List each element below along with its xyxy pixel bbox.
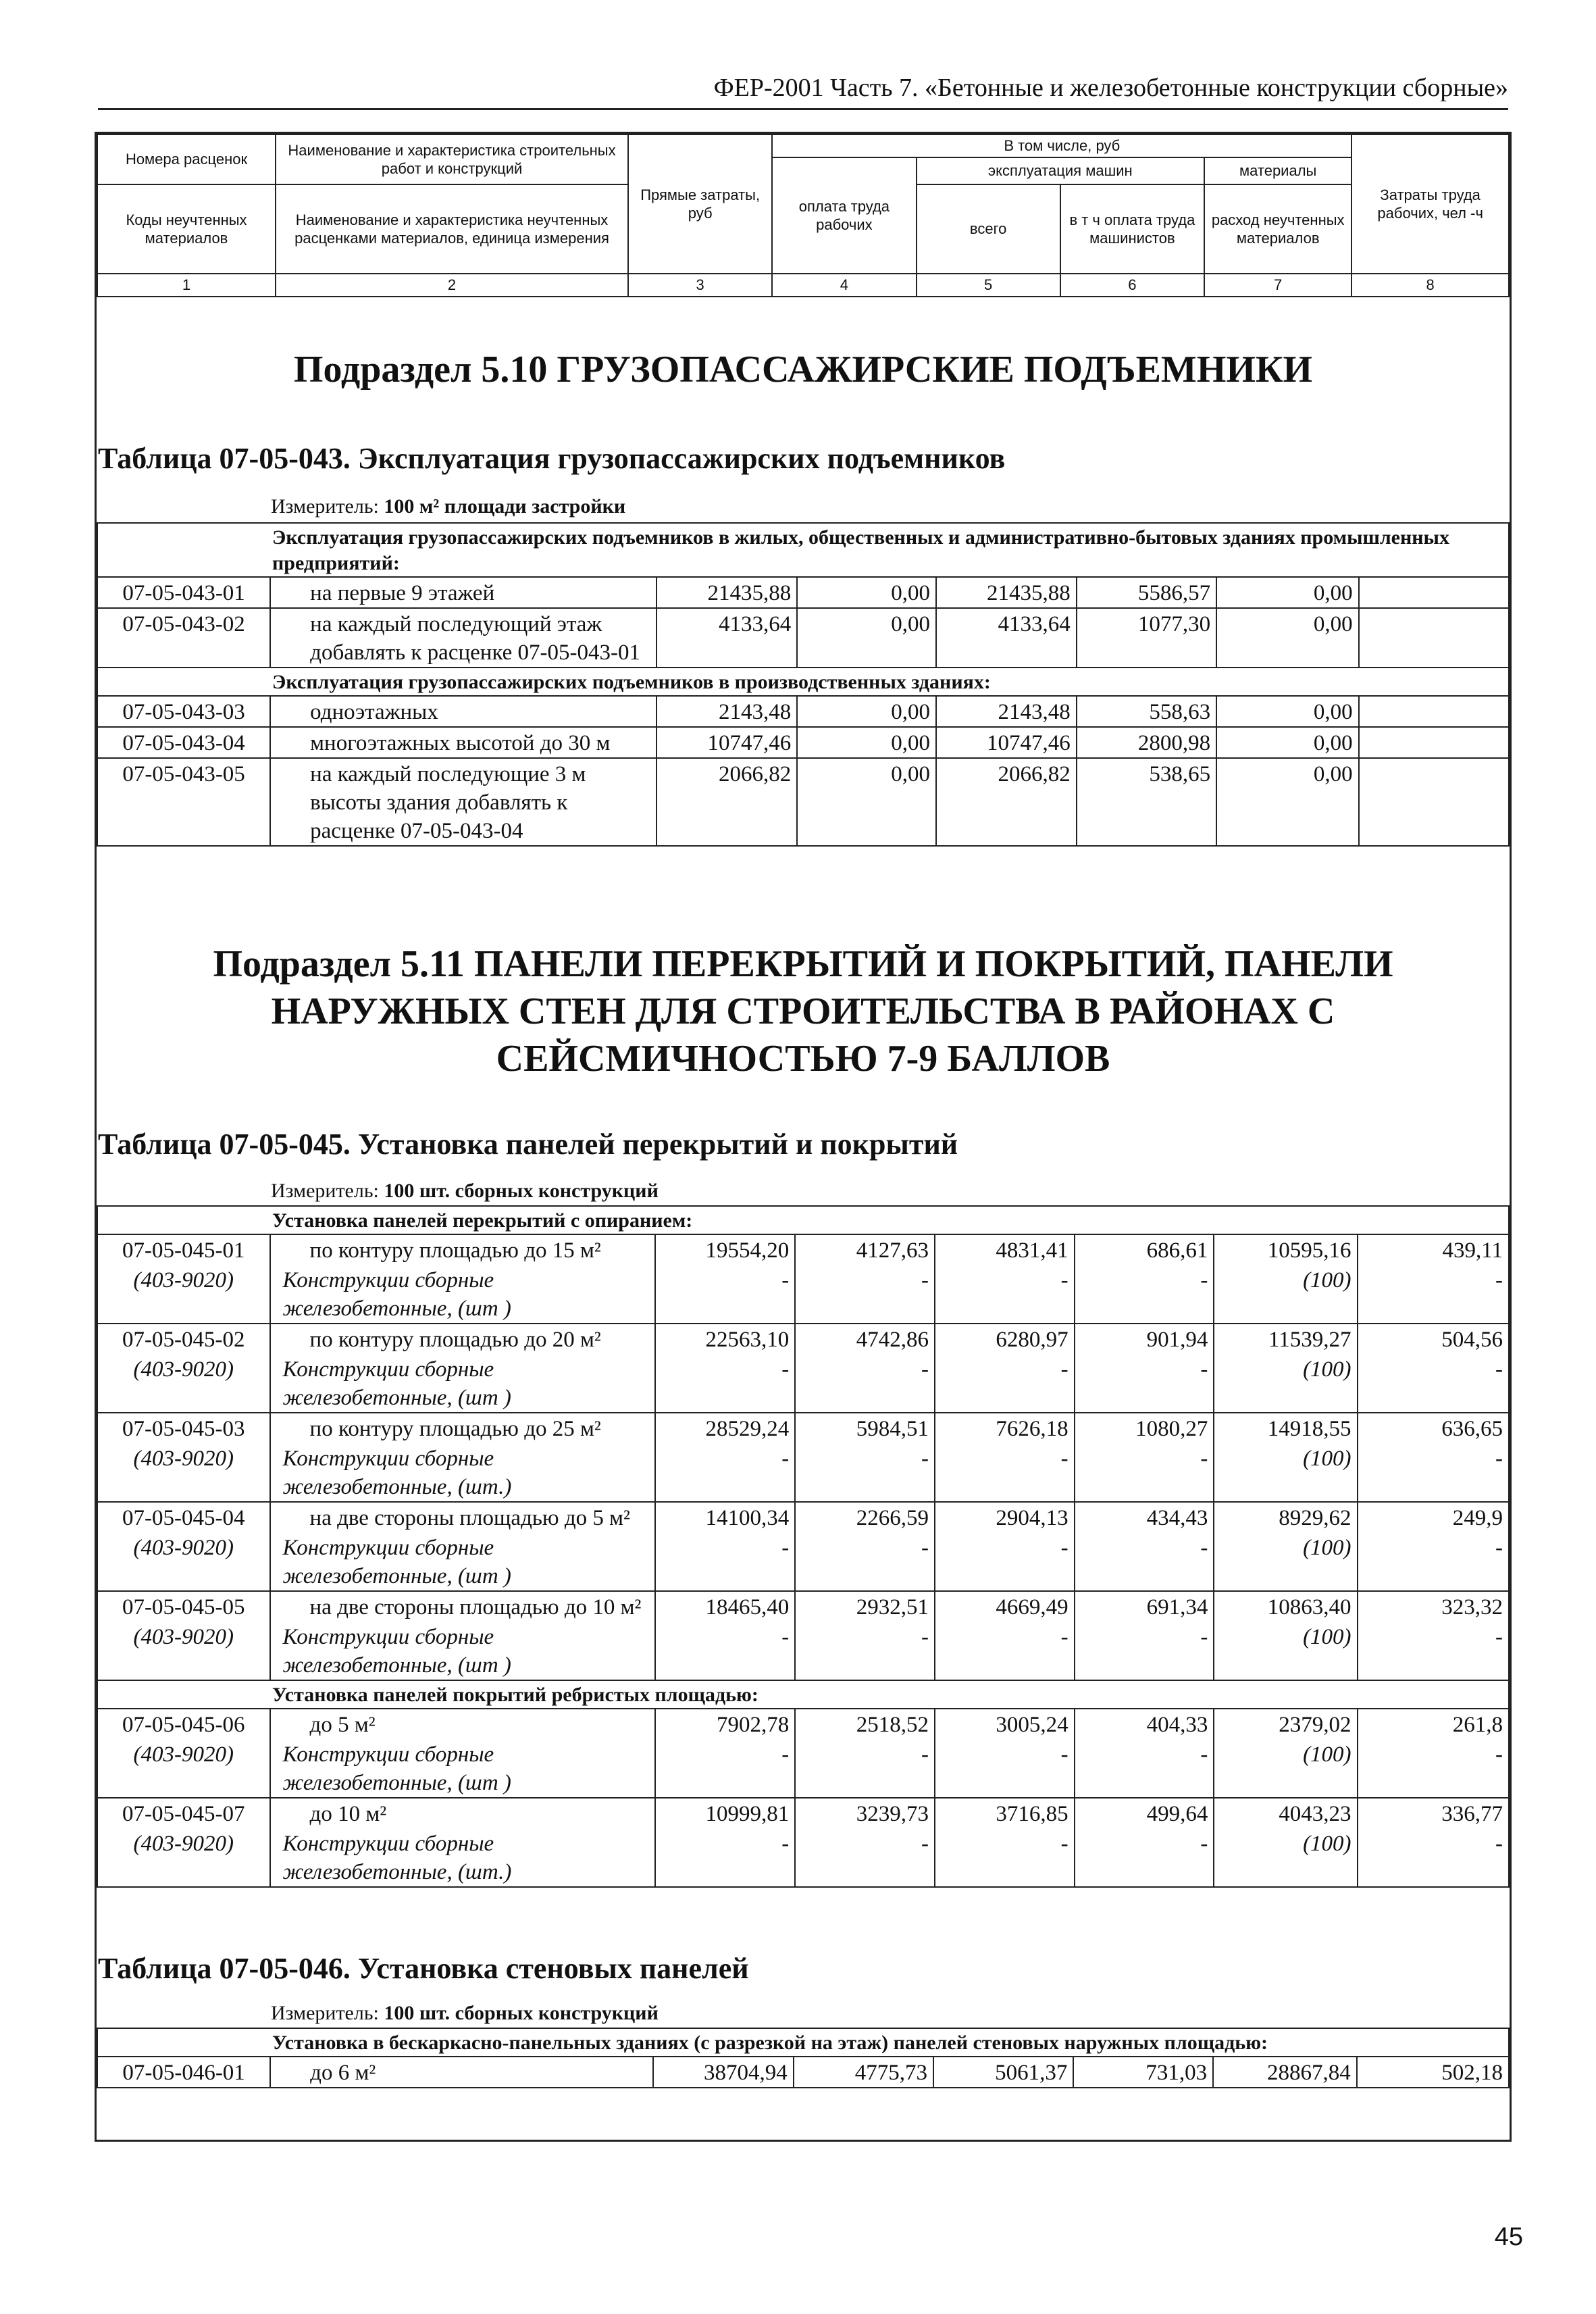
rate-name: на каждый последующий этаж добавлять к расценке 07-05-043-01 bbox=[270, 608, 657, 668]
cell-c7: 0,00 bbox=[1216, 608, 1359, 668]
cell-c5: 4669,49 bbox=[935, 1591, 1075, 1621]
table-row bbox=[97, 608, 1509, 668]
cell-c4: 0,00 bbox=[797, 696, 936, 727]
cell-c5: 21435,88 bbox=[936, 577, 1077, 608]
col-num: 2 bbox=[276, 274, 628, 297]
material-name: Конструкции сборные железобетонные, (шт.) bbox=[270, 1443, 655, 1502]
document-frame bbox=[95, 132, 1512, 2142]
col3-header: Прямые затраты, руб bbox=[628, 134, 772, 274]
cell-c6: 538,65 bbox=[1077, 758, 1216, 846]
measure-line bbox=[271, 1180, 659, 1203]
cell-c5: 2066,82 bbox=[936, 758, 1077, 846]
group-header-row bbox=[97, 1680, 1509, 1709]
cell-c4: 2518,52 bbox=[795, 1709, 935, 1739]
cell-c3: 28529,24 bbox=[655, 1413, 795, 1443]
cell-c6: 2800,98 bbox=[1077, 727, 1216, 758]
cell-c3: 18465,40 bbox=[655, 1591, 795, 1621]
cell-c4: 0,00 bbox=[797, 758, 936, 846]
measure-line bbox=[271, 2002, 659, 2025]
cell-c3: 22563,10 bbox=[655, 1324, 795, 1354]
material-name: Конструкции сборные железобетонные, (шт.) bbox=[270, 1828, 655, 1887]
cell-m5: - bbox=[935, 1532, 1075, 1591]
cell-m6: - bbox=[1075, 1443, 1214, 1502]
cell-m3: - bbox=[655, 1621, 795, 1680]
data-table-043 bbox=[97, 522, 1510, 847]
cell-c7: 2379,02 bbox=[1214, 1709, 1357, 1739]
table-title: Таблица 07-05-046. Установка стеновых панелей bbox=[98, 1952, 749, 1985]
group-header: Установка в бескаркасно-панельных зданиях (с разрезкой на этаж) панелей стеновых наружных площадью: bbox=[97, 2028, 1509, 2057]
rate-name: одноэтажных bbox=[270, 696, 657, 727]
rate-name: по контуру площадью до 20 м² bbox=[270, 1324, 655, 1354]
header-title: ФЕР-2001 Часть 7. «Бетонные и железобетонные конструкции сборные» bbox=[713, 74, 1508, 102]
cell-c8 bbox=[1359, 758, 1509, 846]
cell-c6: 404,33 bbox=[1075, 1709, 1214, 1739]
rate-code: 07-05-045-05 bbox=[97, 1591, 270, 1621]
table-row bbox=[97, 1709, 1509, 1739]
rate-code: 07-05-046-01 bbox=[97, 2057, 270, 2088]
section-title-l3: СЕЙСМИЧНОСТЬЮ 7-9 БАЛЛОВ bbox=[496, 1038, 1110, 1080]
cell-m4: - bbox=[795, 1354, 935, 1413]
cell-m4: - bbox=[795, 1443, 935, 1502]
cell-c3: 38704,94 bbox=[653, 2057, 794, 2088]
cell-c6: 686,61 bbox=[1075, 1234, 1214, 1265]
cell-c6: 5586,57 bbox=[1077, 577, 1216, 608]
col6-header: в т ч оплата труда машинистов bbox=[1060, 184, 1204, 274]
cell-c8: 502,18 bbox=[1357, 2057, 1509, 2088]
table-row bbox=[97, 1234, 1509, 1265]
rate-code: 07-05-045-07 bbox=[97, 1798, 270, 1828]
rate-name: на две стороны площадью до 10 м² bbox=[270, 1591, 655, 1621]
group-header-row bbox=[97, 523, 1509, 577]
col8-header: Затраты труда рабочих, чел -ч bbox=[1352, 134, 1509, 274]
materials-header: материалы bbox=[1204, 157, 1352, 184]
cell-m3: - bbox=[655, 1532, 795, 1591]
cell-c7: 10595,16 bbox=[1214, 1234, 1357, 1265]
rate-name: до 10 м² bbox=[270, 1798, 655, 1828]
material-code: (403-9020) bbox=[97, 1265, 270, 1324]
machines-header: эксплуатация машин bbox=[917, 157, 1205, 184]
cell-c4: 2932,51 bbox=[795, 1591, 935, 1621]
col1-bottom: Коды неучтенных материалов bbox=[97, 184, 276, 274]
cell-c7: 0,00 bbox=[1216, 696, 1359, 727]
group-header-row bbox=[97, 2028, 1509, 2057]
cell-c3: 10747,46 bbox=[657, 727, 797, 758]
material-row bbox=[97, 1621, 1509, 1680]
cell-c7: 8929,62 bbox=[1214, 1502, 1357, 1532]
col2-bottom: Наименование и характеристика неучтенных расценками материалов, единица измерения bbox=[276, 184, 628, 274]
cell-c8 bbox=[1359, 727, 1509, 758]
cell-c8: 323,32 bbox=[1358, 1591, 1509, 1621]
rate-code: 07-05-045-06 bbox=[97, 1709, 270, 1739]
col7-header: расход неучтенных материалов bbox=[1204, 184, 1352, 274]
material-row bbox=[97, 1265, 1509, 1324]
cell-c4: 0,00 bbox=[797, 727, 936, 758]
material-row bbox=[97, 1354, 1509, 1413]
rate-name: до 5 м² bbox=[270, 1709, 655, 1739]
col1-top: Номера расценок bbox=[97, 134, 276, 184]
cell-m4: - bbox=[795, 1828, 935, 1887]
cell-c8: 261,8 bbox=[1358, 1709, 1509, 1739]
cell-m6: - bbox=[1075, 1354, 1214, 1413]
material-name: Конструкции сборные железобетонные, (шт ) bbox=[270, 1532, 655, 1591]
cell-c4: 2266,59 bbox=[795, 1502, 935, 1532]
material-row bbox=[97, 1739, 1509, 1798]
cell-c3: 14100,34 bbox=[655, 1502, 795, 1532]
cell-c8 bbox=[1359, 696, 1509, 727]
group-header-row bbox=[97, 668, 1509, 696]
cell-m5: - bbox=[935, 1265, 1075, 1324]
cell-m8: - bbox=[1358, 1265, 1509, 1324]
cell-m4: - bbox=[795, 1621, 935, 1680]
cell-c5: 3716,85 bbox=[935, 1798, 1075, 1828]
cell-c7: 4043,23 bbox=[1214, 1798, 1357, 1828]
cell-m3: - bbox=[655, 1354, 795, 1413]
cell-m4: - bbox=[795, 1265, 935, 1324]
material-row bbox=[97, 1532, 1509, 1591]
cell-c7: 0,00 bbox=[1216, 758, 1359, 846]
rate-code: 07-05-043-03 bbox=[97, 696, 270, 727]
group-header: Установка панелей перекрытий с опиранием: bbox=[97, 1206, 1509, 1234]
cell-m8: - bbox=[1358, 1621, 1509, 1680]
data-table-045 bbox=[97, 1205, 1510, 1888]
cell-c6: 558,63 bbox=[1077, 696, 1216, 727]
rate-code: 07-05-045-03 bbox=[97, 1413, 270, 1443]
cell-c8: 504,56 bbox=[1358, 1324, 1509, 1354]
cell-c5: 2143,48 bbox=[936, 696, 1077, 727]
cell-m4: - bbox=[795, 1532, 935, 1591]
table-row bbox=[97, 1324, 1509, 1354]
section-title-l2: НАРУЖНЫХ СТЕН ДЛЯ СТРОИТЕЛЬСТВА В РАЙОНАХ С bbox=[271, 990, 1335, 1032]
col-num: 7 bbox=[1204, 274, 1352, 297]
table-row bbox=[97, 1413, 1509, 1443]
rate-name: на каждый последующие 3 м высоты здания добавлять к расценке 07-05-043-04 bbox=[270, 758, 657, 846]
table-row bbox=[97, 727, 1509, 758]
table-row bbox=[97, 1798, 1509, 1828]
cell-c3: 4133,64 bbox=[657, 608, 797, 668]
cell-m3: - bbox=[655, 1265, 795, 1324]
cell-m5: - bbox=[935, 1739, 1075, 1798]
measure-label: Измеритель: bbox=[271, 2002, 379, 2024]
cell-c5: 6280,97 bbox=[935, 1324, 1075, 1354]
material-code: (403-9020) bbox=[97, 1739, 270, 1798]
material-row bbox=[97, 1443, 1509, 1502]
cell-c4: 5984,51 bbox=[795, 1413, 935, 1443]
cell-m6: - bbox=[1075, 1532, 1214, 1591]
col4-header: оплата труда рабочих bbox=[772, 157, 916, 274]
rate-code: 07-05-045-01 bbox=[97, 1234, 270, 1265]
cell-m6: - bbox=[1075, 1739, 1214, 1798]
material-row bbox=[97, 1828, 1509, 1887]
cell-c5: 4831,41 bbox=[935, 1234, 1075, 1265]
cell-m7: (100) bbox=[1214, 1621, 1357, 1680]
material-code: (403-9020) bbox=[97, 1443, 270, 1502]
cell-c6: 434,43 bbox=[1075, 1502, 1214, 1532]
cell-c6: 499,64 bbox=[1075, 1798, 1214, 1828]
table-row bbox=[97, 758, 1509, 846]
cell-c8: 336,77 bbox=[1358, 1798, 1509, 1828]
measure-label: Измеритель: bbox=[271, 495, 379, 518]
rate-name: на первые 9 этажей bbox=[270, 577, 657, 608]
rate-name: по контуру площадью до 25 м² bbox=[270, 1413, 655, 1443]
material-name: Конструкции сборные железобетонные, (шт ) bbox=[270, 1354, 655, 1413]
cell-c3: 2143,48 bbox=[657, 696, 797, 727]
rate-code: 07-05-043-02 bbox=[97, 608, 270, 668]
cell-c6: 1077,30 bbox=[1077, 608, 1216, 668]
rate-code: 07-05-043-01 bbox=[97, 577, 270, 608]
data-table-046 bbox=[97, 2028, 1510, 2088]
cell-m3: - bbox=[655, 1739, 795, 1798]
cell-m5: - bbox=[935, 1443, 1075, 1502]
col-num: 8 bbox=[1352, 274, 1509, 297]
cell-c6: 1080,27 bbox=[1075, 1413, 1214, 1443]
cell-c5: 10747,46 bbox=[936, 727, 1077, 758]
rate-name: многоэтажных высотой до 30 м bbox=[270, 727, 657, 758]
cell-m6: - bbox=[1075, 1265, 1214, 1324]
measure-label: Измеритель: bbox=[271, 1180, 379, 1202]
measure-value: 100 шт. сборных конструкций bbox=[384, 2002, 659, 2024]
cell-c5: 3005,24 bbox=[935, 1709, 1075, 1739]
cell-c8: 439,11 bbox=[1358, 1234, 1509, 1265]
cell-c8 bbox=[1359, 608, 1509, 668]
cell-m5: - bbox=[935, 1828, 1075, 1887]
cell-c7: 14918,55 bbox=[1214, 1413, 1357, 1443]
section-title-l1: Подраздел 5.11 ПАНЕЛИ ПЕРЕКРЫТИЙ И ПОКРЫТИЙ, ПАНЕЛИ bbox=[213, 943, 1393, 985]
rate-code: 07-05-043-04 bbox=[97, 727, 270, 758]
cell-m7: (100) bbox=[1214, 1443, 1357, 1502]
cell-c8 bbox=[1359, 577, 1509, 608]
rate-code: 07-05-043-05 bbox=[97, 758, 270, 846]
cell-m7: (100) bbox=[1214, 1828, 1357, 1887]
col-num: 4 bbox=[772, 274, 916, 297]
measure-value: 100 шт. сборных конструкций bbox=[384, 1180, 659, 1202]
cell-c4: 0,00 bbox=[797, 577, 936, 608]
table-title: Таблица 07-05-045. Установка панелей перекрытий и покрытий bbox=[98, 1128, 958, 1161]
cell-m8: - bbox=[1358, 1532, 1509, 1591]
group-header: Установка панелей покрытий ребристых площадью: bbox=[97, 1680, 1509, 1709]
cell-c3: 10999,81 bbox=[655, 1798, 795, 1828]
page-number: 45 bbox=[1494, 2223, 1523, 2251]
incl-header: В том числе, руб bbox=[772, 134, 1352, 157]
section-title: Подраздел 5.10 ГРУЗОПАССАЖИРСКИЕ ПОДЪЕМНИКИ bbox=[293, 349, 1313, 391]
table-row bbox=[97, 696, 1509, 727]
cell-c5: 5061,37 bbox=[933, 2057, 1073, 2088]
material-code: (403-9020) bbox=[97, 1354, 270, 1413]
cell-m8: - bbox=[1358, 1828, 1509, 1887]
cell-c6: 731,03 bbox=[1073, 2057, 1213, 2088]
col2-top: Наименование и характеристика строительных работ и конструкций bbox=[276, 134, 628, 184]
rate-code: 07-05-045-02 bbox=[97, 1324, 270, 1354]
cell-c7: 10863,40 bbox=[1214, 1591, 1357, 1621]
group-header: Эксплуатация грузопассажирских подъемников в производственных зданиях: bbox=[97, 668, 1509, 696]
cell-m5: - bbox=[935, 1621, 1075, 1680]
material-name: Конструкции сборные железобетонные, (шт ) bbox=[270, 1621, 655, 1680]
cell-m7: (100) bbox=[1214, 1265, 1357, 1324]
material-code: (403-9020) bbox=[97, 1532, 270, 1591]
cell-c4: 4742,86 bbox=[795, 1324, 935, 1354]
cell-m3: - bbox=[655, 1828, 795, 1887]
cell-c4: 0,00 bbox=[797, 608, 936, 668]
table-row bbox=[97, 2057, 1509, 2088]
cell-m8: - bbox=[1358, 1739, 1509, 1798]
cell-c7: 0,00 bbox=[1216, 727, 1359, 758]
measure-line bbox=[271, 495, 625, 518]
cell-m7: (100) bbox=[1214, 1739, 1357, 1798]
cell-m8: - bbox=[1358, 1354, 1509, 1413]
group-header: Эксплуатация грузопассажирских подъемников в жилых, общественных и административно-бытовых зданиях промышленных предприятий: bbox=[97, 523, 1509, 577]
cell-c5: 4133,64 bbox=[936, 608, 1077, 668]
material-name: Конструкции сборные железобетонные, (шт ) bbox=[270, 1739, 655, 1798]
table-row bbox=[97, 1591, 1509, 1621]
col-num: 5 bbox=[917, 274, 1060, 297]
cell-c6: 901,94 bbox=[1075, 1324, 1214, 1354]
cell-m6: - bbox=[1075, 1828, 1214, 1887]
rate-code: 07-05-045-04 bbox=[97, 1502, 270, 1532]
cell-m7: (100) bbox=[1214, 1354, 1357, 1413]
col-num: 1 bbox=[97, 274, 276, 297]
cell-c3: 19554,20 bbox=[655, 1234, 795, 1265]
cell-m5: - bbox=[935, 1354, 1075, 1413]
rate-name: на две стороны площадью до 5 м² bbox=[270, 1502, 655, 1532]
page-header bbox=[98, 68, 1508, 110]
cell-m3: - bbox=[655, 1443, 795, 1502]
cell-c4: 4775,73 bbox=[794, 2057, 933, 2088]
cell-c7: 28867,84 bbox=[1213, 2057, 1357, 2088]
table-title: Таблица 07-05-043. Эксплуатация грузопассажирских подъемников bbox=[98, 442, 1006, 475]
col-num: 3 bbox=[628, 274, 772, 297]
table-row bbox=[97, 1502, 1509, 1532]
cell-c7: 11539,27 bbox=[1214, 1324, 1357, 1354]
table-row bbox=[97, 577, 1509, 608]
measure-value: 100 м² площади застройки bbox=[384, 495, 626, 518]
material-code: (403-9020) bbox=[97, 1828, 270, 1887]
cell-m7: (100) bbox=[1214, 1532, 1357, 1591]
cell-c4: 3239,73 bbox=[795, 1798, 935, 1828]
material-name: Конструкции сборные железобетонные, (шт ) bbox=[270, 1265, 655, 1324]
col-num: 6 bbox=[1060, 274, 1204, 297]
cell-m6: - bbox=[1075, 1621, 1214, 1680]
cell-c5: 2904,13 bbox=[935, 1502, 1075, 1532]
cell-c3: 7902,78 bbox=[655, 1709, 795, 1739]
material-code: (403-9020) bbox=[97, 1621, 270, 1680]
column-header-table bbox=[97, 134, 1510, 297]
rate-name: по контуру площадью до 15 м² bbox=[270, 1234, 655, 1265]
cell-c8: 636,65 bbox=[1358, 1413, 1509, 1443]
cell-c5: 7626,18 bbox=[935, 1413, 1075, 1443]
group-header-row bbox=[97, 1206, 1509, 1234]
rate-name: до 6 м² bbox=[270, 2057, 653, 2088]
cell-c8: 249,9 bbox=[1358, 1502, 1509, 1532]
cell-c6: 691,34 bbox=[1075, 1591, 1214, 1621]
cell-c4: 4127,63 bbox=[795, 1234, 935, 1265]
cell-c3: 21435,88 bbox=[657, 577, 797, 608]
cell-c3: 2066,82 bbox=[657, 758, 797, 846]
cell-m8: - bbox=[1358, 1443, 1509, 1502]
col5-header: всего bbox=[917, 184, 1060, 274]
cell-m4: - bbox=[795, 1739, 935, 1798]
cell-c7: 0,00 bbox=[1216, 577, 1359, 608]
